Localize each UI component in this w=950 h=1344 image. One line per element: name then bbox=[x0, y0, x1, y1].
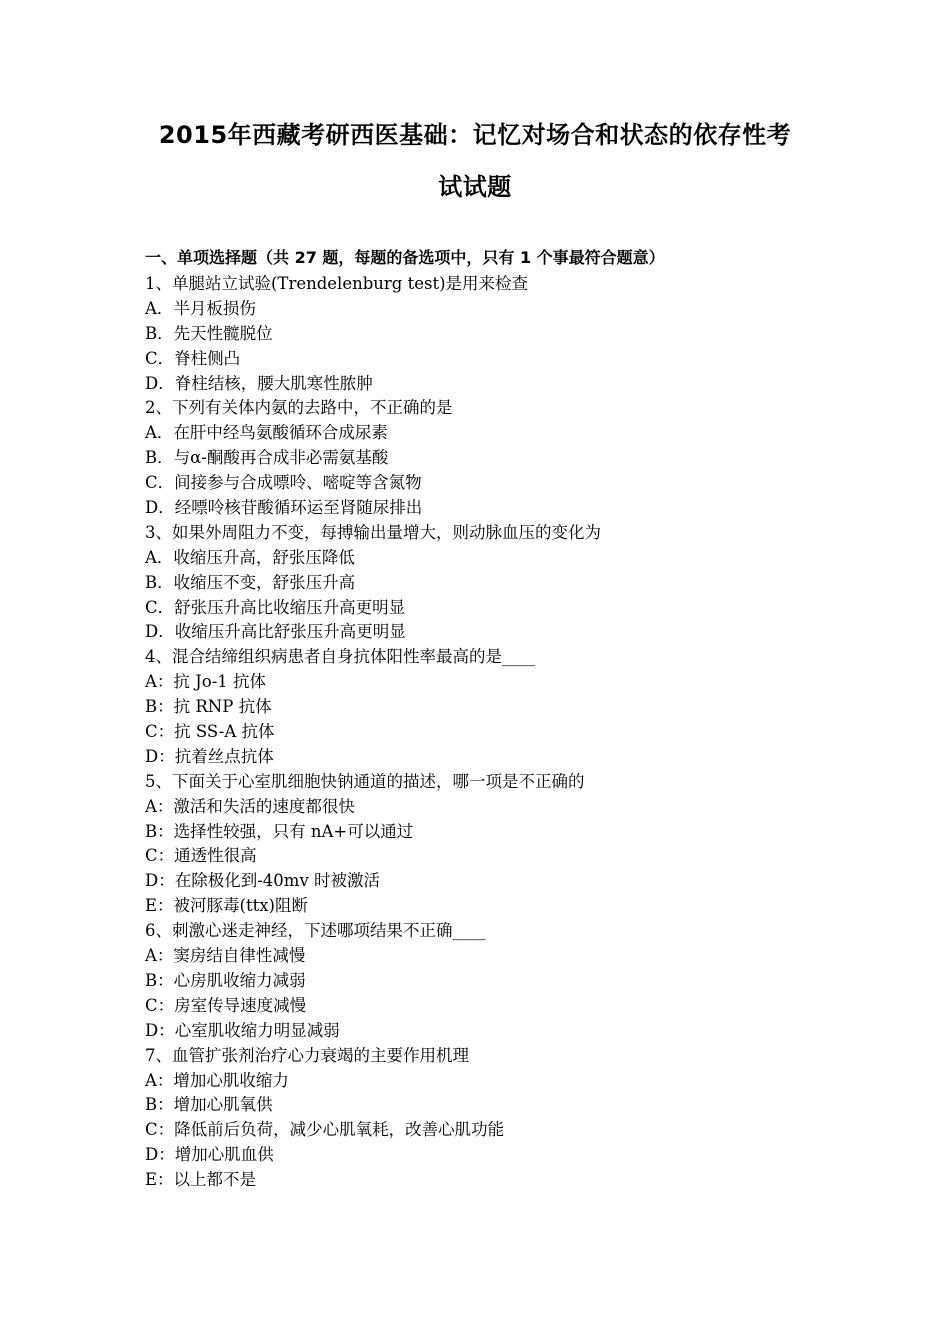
option-text: A．收缩压升高，舒张压降低 bbox=[145, 547, 355, 567]
question-text: 1、单腿站立试验(Trendelenburg test)是用来检查 bbox=[145, 274, 529, 293]
option-text: B：抗 RNP 抗体 bbox=[145, 697, 272, 717]
option-text: E：以上都不是 bbox=[145, 1170, 257, 1190]
option-text: D：心室肌收缩力明显减弱 bbox=[145, 1020, 340, 1040]
option-text: B：增加心肌氧供 bbox=[145, 1095, 273, 1115]
question-text: 5、下面关于心室肌细胞快钠通道的描述，哪一项是不正确的 bbox=[145, 771, 585, 791]
option-text: C．脊柱侧凸 bbox=[145, 348, 241, 368]
option-text: A．在肝中经鸟氨酸循环合成尿素 bbox=[145, 423, 388, 443]
option-text: C：抗 SS-A 抗体 bbox=[145, 722, 275, 742]
question-text: 7、血管扩张剂治疗心力衰竭的主要作用机理 bbox=[145, 1045, 469, 1065]
question-text: 2、下列有关体内氨的去路中，不正确的是 bbox=[145, 398, 453, 418]
option-text: D：抗着丝点抗体 bbox=[145, 746, 274, 766]
question-text: 6、刺激心迷走神经，下述哪项结果不正确____ bbox=[145, 921, 486, 941]
option-text: E：被河豚毒(ttx)阻断 bbox=[145, 896, 308, 916]
option-text: C：降低前后负荷，减少心肌氧耗，改善心肌功能 bbox=[145, 1120, 505, 1140]
option-text: A：窦房结自律性减慢 bbox=[145, 946, 306, 966]
option-text: B．与α-酮酸再合成非必需氨基酸 bbox=[145, 448, 389, 468]
option-text: A：增加心肌收缩力 bbox=[145, 1070, 289, 1090]
document-title-line-2: 试试题 bbox=[438, 173, 512, 201]
section-heading: 一、单项选择题（共 27 题，每题的备选项中，只有 1 个事最符合题意） bbox=[145, 248, 665, 267]
option-text: C．舒张压升高比收缩压升高更明显 bbox=[145, 597, 406, 617]
option-text: D．经嘌呤核苷酸循环运至肾随尿排出 bbox=[145, 498, 423, 518]
option-text: D：在除极化到-40mv 时被激活 bbox=[145, 871, 381, 891]
option-text: C．间接参与合成嘌呤、嘧啶等含氮物 bbox=[145, 473, 422, 493]
option-text: C：通透性很高 bbox=[145, 846, 257, 866]
document-title-line-1: 2015年西藏考研西医基础：记忆对场合和状态的依存性考 bbox=[158, 121, 792, 149]
question-list bbox=[145, 272, 825, 1193]
option-text: D．脊柱结核，腰大肌寒性脓肿 bbox=[145, 373, 373, 393]
option-text: B．先天性髋脱位 bbox=[145, 323, 273, 343]
option-text: C：房室传导速度减慢 bbox=[145, 995, 307, 1015]
option-text: A：激活和失活的速度都很快 bbox=[145, 796, 355, 816]
option-text: A．半月板损伤 bbox=[145, 298, 256, 318]
question-text: 3、如果外周阻力不变，每搏输出量增大，则动脉血压的变化为 bbox=[145, 522, 601, 542]
option-text: B．收缩压不变，舒张压升高 bbox=[145, 572, 356, 592]
option-text: B：心房肌收缩力减弱 bbox=[145, 970, 306, 990]
option-text: D：增加心肌血供 bbox=[145, 1145, 274, 1165]
option-text: B：选择性较强，只有 nA+可以通过 bbox=[145, 821, 414, 841]
option-text: A：抗 Jo-1 抗体 bbox=[145, 672, 267, 692]
question-text: 4、混合结缔组织病患者自身抗体阳性率最高的是____ bbox=[145, 647, 535, 667]
option-text: D．收缩压升高比舒张压升高更明显 bbox=[145, 622, 406, 642]
